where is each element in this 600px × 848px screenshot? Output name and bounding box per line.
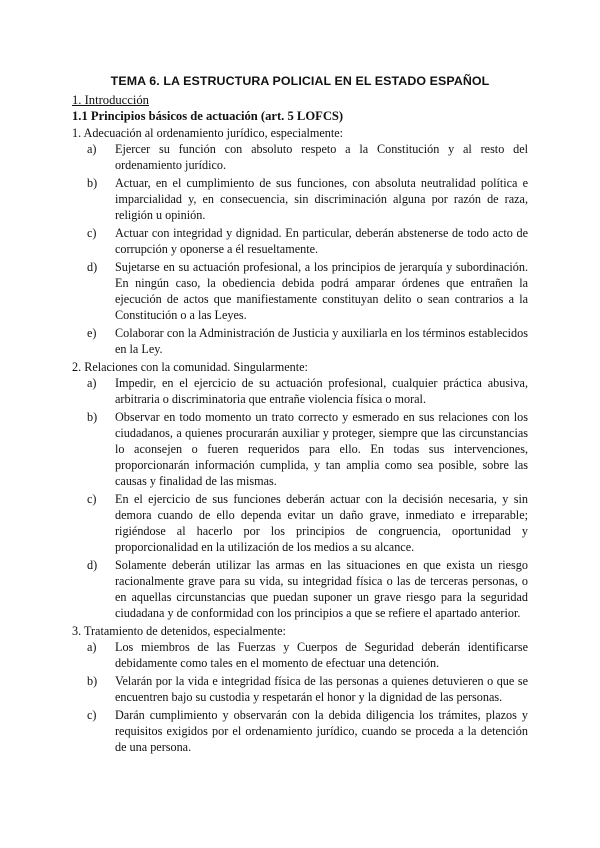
item-text: Ejercer su función con absoluto respeto a la Constitución y al resto del ordenamiento jurídico.	[115, 142, 528, 172]
item-text: Actuar con integridad y dignidad. En particular, deberán abstenerse de todo acto de corrupción y oponerse a él resueltamente.	[115, 226, 528, 256]
item-text: Sujetarse en su actuación profesional, a los principios de jerarquía y subordinación. En ningún caso, la obediencia debida podrá amparar órdenes que entrañen la ejecución de actos que manifiestamente constituyan delito o sean contrarios a la Constitución o a las Leyes.	[115, 260, 528, 322]
item-text: Observar en todo momento un trato correcto y esmerado en sus relaciones con los ciudadanos, a quienes procurarán auxiliar y proteger, siempre que las circunstancias lo aconsejen o fueren requeridos para ello. En todas sus intervenciones, proporcionarán información cumplida, y tan amplia como sea posible, sobre las causas y finalidad de las mismas.	[115, 410, 528, 488]
item-text: Solamente deberán utilizar las armas en las situaciones en que exista un riesgo racionalmente grave para su vida, su integridad física o las de terceras personas, o en aquellas circunstancias que puedan suponer un grave riesgo para la seguridad ciudadana y de conformidad con los principios a que se refiere el apartado anterior.	[115, 558, 528, 620]
list-item	[72, 225, 528, 257]
item-list	[72, 639, 528, 755]
list-item	[72, 639, 528, 671]
item-marker: c)	[87, 492, 97, 506]
list-item	[72, 673, 528, 705]
item-text: Actuar, en el cumplimiento de sus funciones, con absoluta neutralidad política e imparcialidad y, en consecuencia, sin discriminación alguna por razón de raza, religión u opinión.	[115, 176, 528, 222]
list-item	[72, 175, 528, 223]
item-text: En el ejercicio de sus funciones deberán actuar con la decisión necesaria, y sin demora cuando de ello dependa evitar un daño grave, inmediato e irreparable; rigiéndose al hacerlo por los principios de congruencia, oportunidad y proporcionalidad en la utilización de los medios a su alcance.	[115, 492, 528, 554]
list-item	[72, 491, 528, 555]
item-marker: e)	[87, 326, 97, 340]
item-marker: a)	[87, 376, 97, 390]
group-title: 3. Tratamiento de detenidos, especialmente:	[72, 624, 286, 638]
item-marker: d)	[87, 558, 98, 572]
item-marker: b)	[87, 674, 98, 688]
item-text: Velarán por la vida e integridad física de las personas a quienes detuvieren o que se encuentren bajo su custodia y respetarán el honor y la dignidad de las personas.	[115, 674, 528, 704]
section-heading: 1. Introducción	[72, 93, 149, 107]
item-marker: b)	[87, 410, 98, 424]
item-marker: b)	[87, 176, 98, 190]
list-item	[72, 141, 528, 173]
item-marker: c)	[87, 226, 97, 240]
item-text: Los miembros de las Fuerzas y Cuerpos de Seguridad deberán identificarse debidamente como tales en el momento de efectuar una detención.	[115, 640, 528, 670]
group-title: 2. Relaciones con la comunidad. Singularmente:	[72, 360, 308, 374]
page-title: TEMA 6. LA ESTRUCTURA POLICIAL EN EL ESTADO ESPAÑOL	[110, 74, 490, 88]
item-text: Colaborar con la Administración de Justicia y auxiliarla en los términos establecidos en la Ley.	[115, 326, 528, 356]
list-item	[72, 259, 528, 323]
item-list	[72, 141, 528, 357]
item-marker: d)	[87, 260, 98, 274]
list-item	[72, 557, 528, 621]
item-marker: c)	[87, 708, 97, 722]
principle-group-1	[72, 125, 528, 357]
list-item	[72, 325, 528, 357]
principle-group-3	[72, 623, 528, 755]
item-text: Darán cumplimiento y observarán con la debida diligencia los trámites, plazos y requisitos exigidos por el ordenamiento jurídico, cuando se proceda a la detención de una persona.	[115, 708, 528, 754]
item-list	[72, 375, 528, 621]
item-marker: a)	[87, 142, 97, 156]
subsection-heading: 1.1 Principios básicos de actuación (art. 5 LOFCS)	[72, 109, 344, 123]
list-item	[72, 707, 528, 755]
principle-group-2	[72, 359, 528, 621]
group-title: 1. Adecuación al ordenamiento jurídico, especialmente:	[72, 126, 344, 140]
list-item	[72, 375, 528, 407]
item-text: Impedir, en el ejercicio de su actuación profesional, cualquier práctica abusiva, arbitraria o discriminatoria que entrañe violencia física o moral.	[115, 376, 528, 406]
list-item	[72, 409, 528, 489]
item-marker: a)	[87, 640, 97, 654]
